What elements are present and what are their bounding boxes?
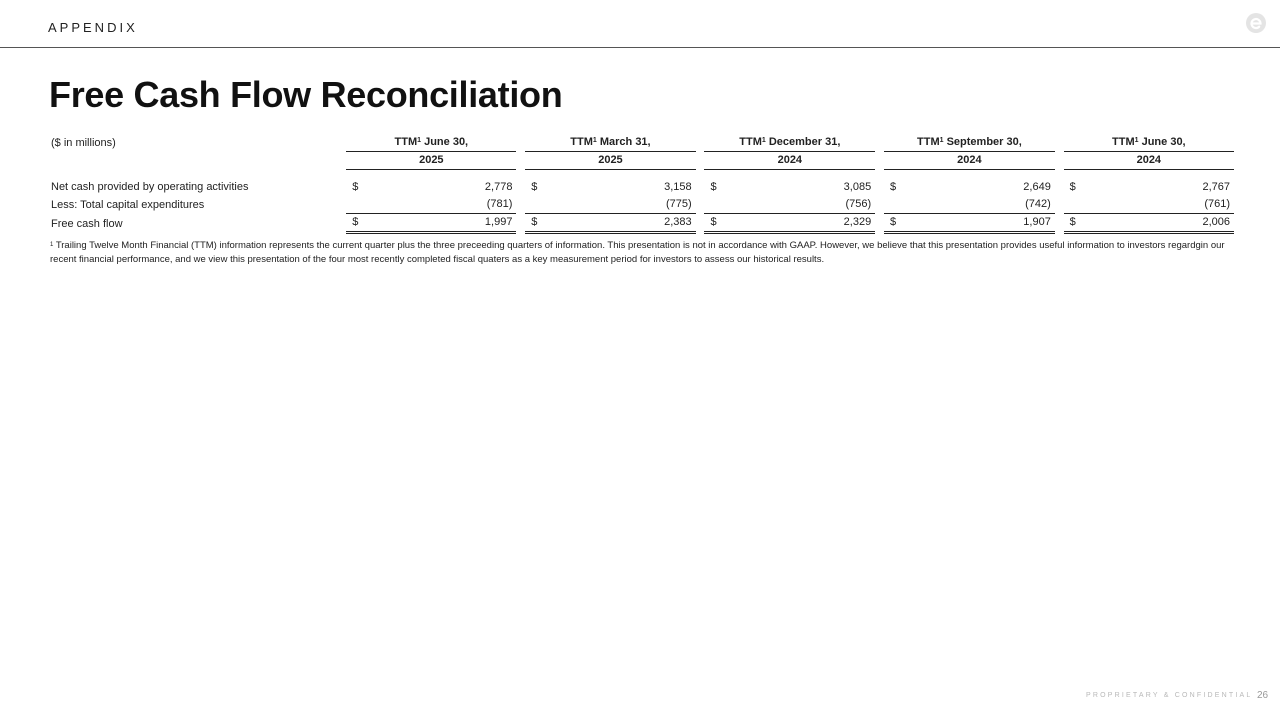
column-gap (1055, 214, 1064, 234)
currency-symbol: $ (710, 181, 717, 193)
row-label: Net cash provided by operating activities (51, 181, 249, 193)
value-cell: 2,329 (724, 214, 875, 234)
ttm-superscript: 1 (592, 137, 597, 144)
column-gap (696, 134, 705, 152)
column-header-year: 2024 (884, 152, 1055, 170)
ttm-superscript: 1 (417, 137, 422, 144)
column-gap (1055, 134, 1064, 152)
currency-symbol: $ (1069, 181, 1076, 193)
brand-logo-icon (1245, 12, 1267, 34)
confidential-label: PROPRIETARY & CONFIDENTIAL (1086, 692, 1253, 699)
value-cell: 2,767 (1202, 181, 1230, 193)
column-gap (696, 179, 705, 196)
currency-symbol: $ (531, 181, 538, 193)
period-label: December 31, (768, 136, 841, 148)
column-gap (516, 134, 525, 152)
value-cell: (761) (1084, 196, 1234, 214)
column-gap (516, 196, 525, 214)
column-gap (696, 214, 705, 234)
currency-symbol: $ (1064, 214, 1084, 234)
footnote-text: Trailing Twelve Month Financial (TTM) information represents the current quarter plus the three preceeding quarters of information. This presentation is not in accordance with GAAP. However, we believe that this presentation provides useful information to investors regardgin our recent financial performance, and we view this presentation of the four most recently completed fiscal quaters as a key measurement period for investors to assess our historical results. (50, 240, 1225, 265)
footnote-marker: 1 (50, 242, 54, 248)
column-header-year: 2024 (704, 152, 875, 170)
currency-symbol (884, 196, 904, 214)
ttm-prefix: TTM (570, 136, 593, 148)
ttm-superscript: 1 (1134, 137, 1139, 144)
ttm-prefix: TTM (739, 136, 762, 148)
period-label: June 30, (1141, 136, 1186, 148)
header-divider (0, 47, 1280, 48)
currency-symbol (1064, 196, 1084, 214)
column-gap (337, 196, 346, 214)
value-cell: 2,778 (484, 181, 513, 193)
period-label: September 30, (946, 136, 1022, 148)
column-gap (875, 179, 884, 196)
column-header-year: 2025 (346, 152, 516, 170)
currency-symbol (346, 196, 366, 214)
section-label: APPENDIX (48, 20, 138, 35)
value-cell: 3,085 (843, 181, 872, 193)
empty-cell (48, 152, 337, 170)
column-gap (337, 179, 346, 196)
footnote (50, 239, 1230, 267)
column-gap (516, 152, 525, 170)
column-gap (696, 152, 705, 170)
currency-symbol (704, 196, 724, 214)
value-cell: 1,907 (904, 214, 1055, 234)
currency-symbol: $ (346, 214, 366, 234)
column-header-period (346, 134, 516, 152)
column-header-year: 2024 (1064, 152, 1234, 170)
value-cell: (742) (904, 196, 1055, 214)
ttm-superscript: 1 (761, 137, 766, 144)
value-cell: (781) (366, 196, 516, 214)
row-label: Less: Total capital expenditures (51, 198, 205, 211)
spacer-row (48, 170, 1234, 179)
currency-symbol (525, 196, 545, 214)
ttm-superscript: 1 (939, 137, 944, 144)
row-label: Free cash flow (51, 217, 123, 230)
currency-symbol: $ (352, 181, 359, 193)
column-header-period (1064, 134, 1234, 152)
column-gap (516, 214, 525, 234)
currency-symbol: $ (884, 214, 904, 234)
column-header-year: 2025 (525, 152, 695, 170)
reconciliation-table (48, 134, 1234, 234)
currency-symbol: $ (890, 181, 897, 193)
value-cell: 2,649 (1023, 181, 1051, 193)
value-cell: 2,006 (1084, 214, 1234, 234)
column-gap (337, 214, 346, 234)
column-gap (516, 179, 525, 196)
value-cell: (775) (545, 196, 695, 214)
column-gap (1055, 196, 1064, 214)
column-header-period (525, 134, 695, 152)
column-gap (337, 134, 346, 152)
units-label: ($ in millions) (51, 136, 116, 149)
column-header-period (704, 134, 875, 152)
value-cell: 3,158 (664, 181, 692, 193)
page-title: Free Cash Flow Reconciliation (49, 74, 563, 115)
value-cell: (756) (724, 196, 875, 214)
currency-symbol: $ (525, 214, 545, 234)
period-label: June 30, (424, 136, 469, 148)
value-cell: 2,383 (545, 214, 695, 234)
currency-symbol: $ (704, 214, 724, 234)
period-label: March 31, (599, 136, 651, 148)
ttm-prefix: TTM (1112, 136, 1135, 148)
header-row-year (48, 152, 1234, 170)
spacer-cell (48, 170, 1234, 179)
ttm-prefix: TTM (917, 136, 940, 148)
column-gap (875, 196, 884, 214)
table-row (48, 196, 1234, 214)
column-gap (875, 134, 884, 152)
table-row (48, 214, 1234, 234)
page-number: 26 (1257, 690, 1269, 701)
ttm-prefix: TTM (394, 136, 418, 148)
column-gap (696, 196, 705, 214)
column-header-period (884, 134, 1055, 152)
column-gap (1055, 152, 1064, 170)
column-gap (875, 152, 884, 170)
column-gap (875, 214, 884, 234)
column-gap (337, 152, 346, 170)
header-row-period (48, 134, 1234, 152)
column-gap (1055, 179, 1064, 196)
table-row (48, 179, 1234, 196)
value-cell: 1,997 (366, 214, 516, 234)
